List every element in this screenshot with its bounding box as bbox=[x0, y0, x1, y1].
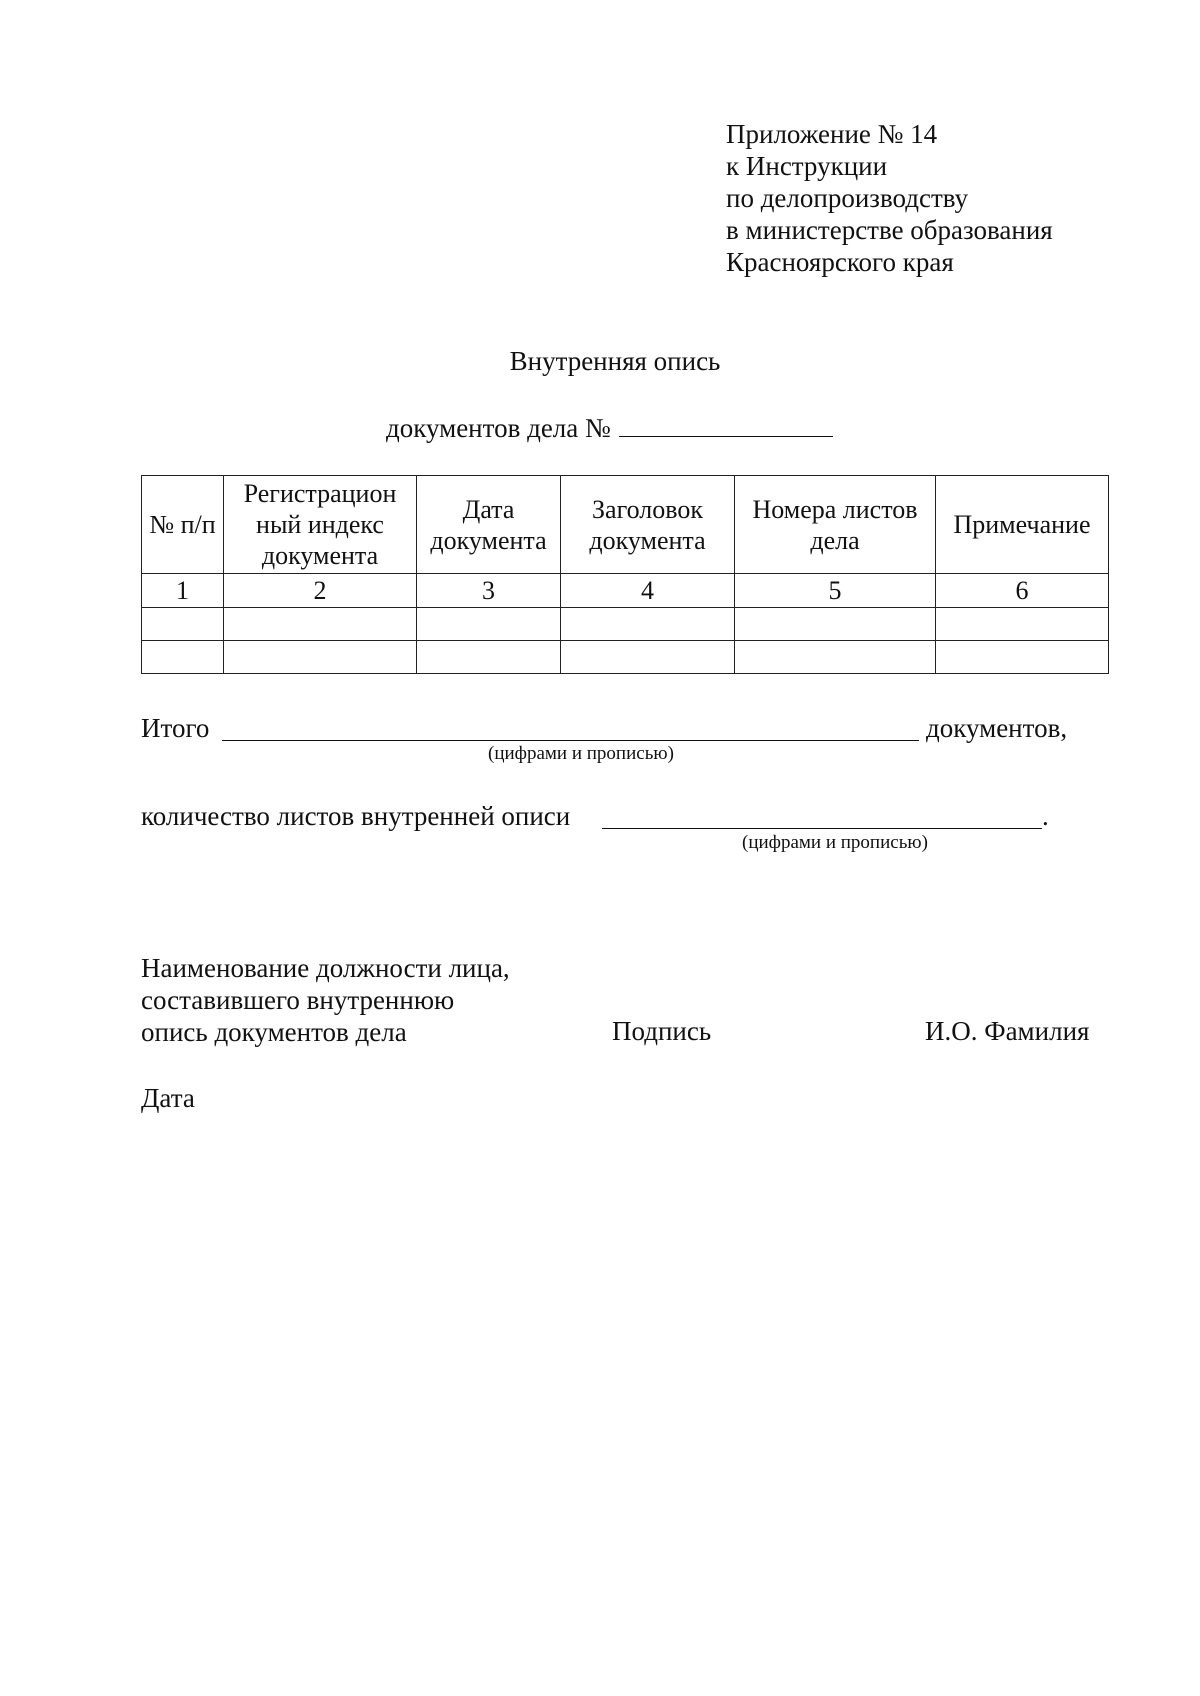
column-number: 4 bbox=[561, 574, 735, 608]
totals-hint: (цифрами и прописью) bbox=[488, 743, 674, 764]
position-line: опись документов дела bbox=[141, 1017, 407, 1047]
signature-label: Подпись bbox=[612, 1016, 712, 1046]
header-cell-number: № п/п bbox=[142, 476, 224, 574]
totals-label: Итого bbox=[141, 713, 210, 743]
totals-fill-line bbox=[222, 740, 919, 741]
empty-cell bbox=[142, 641, 224, 674]
approval-line: по делопроизводству bbox=[726, 183, 969, 213]
column-number: 1 bbox=[142, 574, 224, 608]
empty-cell bbox=[224, 641, 417, 674]
empty-cell bbox=[561, 608, 735, 641]
empty-cell bbox=[142, 608, 224, 641]
date-label: Дата bbox=[141, 1083, 195, 1113]
column-number-row bbox=[142, 574, 1109, 608]
approval-line: в министерстве образования bbox=[726, 215, 1053, 245]
empty-cell bbox=[735, 641, 936, 674]
header-cell-heading: Заголовок документа bbox=[561, 476, 735, 574]
empty-cell bbox=[936, 641, 1109, 674]
sheets-end: . bbox=[1042, 801, 1049, 831]
empty-cell bbox=[561, 641, 735, 674]
column-number: 2 bbox=[224, 574, 417, 608]
document-title: Внутренняя опись bbox=[509, 346, 721, 376]
position-line: составившего внутреннюю bbox=[141, 985, 455, 1015]
subtitle-text: документов дела № bbox=[386, 413, 611, 443]
header-cell-date: Дата документа bbox=[417, 476, 561, 574]
approval-block bbox=[726, 118, 1053, 278]
document-subtitle bbox=[386, 410, 833, 444]
position-line: Наименование должности лица, bbox=[141, 953, 510, 983]
approval-line: к Инструкции bbox=[726, 151, 888, 181]
empty-cell bbox=[735, 608, 936, 641]
sheets-label: количество листов внутренней описи bbox=[141, 801, 571, 831]
column-number: 6 bbox=[936, 574, 1109, 608]
sheets-fill-line bbox=[602, 828, 1042, 829]
table-header-row bbox=[142, 476, 1109, 574]
empty-cell bbox=[936, 608, 1109, 641]
column-number: 3 bbox=[417, 574, 561, 608]
case-number-line bbox=[619, 410, 833, 437]
totals-suffix: документов, bbox=[926, 713, 1068, 743]
totals-line bbox=[141, 713, 1068, 744]
header-cell-sheets: Номера листов дела bbox=[735, 476, 936, 574]
table-row bbox=[142, 608, 1109, 641]
sheets-line bbox=[141, 801, 1049, 832]
empty-cell bbox=[417, 608, 561, 641]
header-cell-note: Примечание bbox=[936, 476, 1109, 574]
empty-cell bbox=[224, 608, 417, 641]
sheets-hint: (цифрами и прописью) bbox=[742, 832, 928, 853]
approval-line: Красноярского края bbox=[726, 247, 954, 277]
column-number: 5 bbox=[735, 574, 936, 608]
inventory-table bbox=[141, 475, 1109, 674]
header-cell-index: Регистрацион ный индекс документа bbox=[224, 476, 417, 574]
table-row bbox=[142, 641, 1109, 674]
name-label: И.О. Фамилия bbox=[925, 1016, 1090, 1046]
position-block bbox=[141, 952, 510, 1048]
empty-cell bbox=[417, 641, 561, 674]
approval-line: Приложение № 14 bbox=[726, 119, 938, 149]
